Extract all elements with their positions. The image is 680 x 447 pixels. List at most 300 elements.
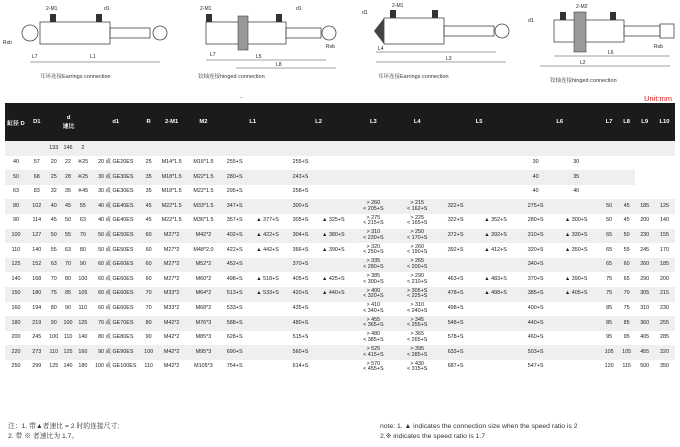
table-cell: ▲ 330+S <box>552 229 600 244</box>
diagram-caption: 耳环连接Earrings connection <box>378 74 449 80</box>
table-cell: 90 <box>141 331 156 346</box>
table-cell: 45 <box>618 214 636 229</box>
table-cell <box>552 345 600 360</box>
table-cell: 687+S <box>439 360 472 375</box>
table-cell: 140 <box>654 214 675 229</box>
table-cell: 255 <box>654 316 675 331</box>
table-cell: 35 <box>141 185 156 200</box>
table-cell: 100 <box>5 229 27 244</box>
table-cell: 60 或 GE60ES <box>91 302 141 317</box>
table-row <box>5 258 675 273</box>
table-cell: 30 或 GE30ES <box>91 185 141 200</box>
table-cell: 35 <box>61 185 75 200</box>
table-cell <box>395 258 439 273</box>
table-cell: 55 <box>47 243 61 258</box>
table-cell: 50 <box>600 214 618 229</box>
table-cell: 70 <box>618 287 636 302</box>
table-cell: 30 <box>552 156 600 171</box>
table-cell: 125 <box>5 258 27 273</box>
header-rod-diameter <box>47 103 91 141</box>
table-cell: 90 <box>61 302 75 317</box>
speed-col-3: 2 <box>75 141 90 156</box>
table-cell: ※25 <box>75 156 90 171</box>
stacked-value: > 400 < 320+S <box>363 287 384 300</box>
table-cell: 60 <box>141 258 156 273</box>
table-cell: 185 <box>635 199 654 214</box>
table-cell <box>395 345 439 360</box>
table-cell <box>439 185 472 200</box>
table-cell: ▲ 390+S <box>315 243 351 258</box>
table-cell: 310 <box>635 302 654 317</box>
table-cell: 152 <box>27 258 47 273</box>
svg-text:L5: L5 <box>256 54 262 60</box>
table-cell: 300+S <box>286 199 316 214</box>
table-cell: M18*1.5 <box>156 170 187 185</box>
table-cell: 80 <box>61 272 75 287</box>
svg-text:d1: d1 <box>296 6 302 12</box>
table-cell <box>472 170 519 185</box>
table-cell: 500 <box>635 360 654 375</box>
table-cell: 20 或 GE20ES <box>91 156 141 171</box>
table-cell <box>472 360 519 375</box>
table-cell: 100 <box>75 272 90 287</box>
stacked-value: > 310 < 240+S <box>407 302 428 314</box>
table-cell <box>552 316 600 331</box>
table-cell: 503+S <box>519 345 552 360</box>
diagram-caption: 铰轴连接hinged connection <box>198 74 265 80</box>
svg-text:L3: L3 <box>446 56 452 62</box>
footnote-english <box>380 422 578 442</box>
table-cell <box>439 170 472 185</box>
table-cell: 285 <box>654 331 675 346</box>
table-cell: 60 或 GE60ES <box>91 272 141 287</box>
table-cell: M33*2 <box>156 302 187 317</box>
table-cell: 63 <box>61 243 75 258</box>
table-cell: M33*2 <box>156 287 187 302</box>
table-cell: 140 <box>61 360 75 375</box>
speed-col-1: 133 <box>47 141 61 156</box>
table-cell <box>395 302 439 317</box>
table-row <box>5 316 675 331</box>
table-cell: 180 <box>75 360 90 375</box>
header-d: d <box>66 114 71 121</box>
table-cell: 110 <box>5 243 27 258</box>
table-cell: 478+S <box>439 287 472 302</box>
table-cell: 194 <box>27 302 47 317</box>
table-cell: M42*2 <box>156 331 187 346</box>
table-cell <box>552 331 600 346</box>
svg-text:L7: L7 <box>32 54 38 60</box>
earring-connection-diagram-2 <box>356 0 516 92</box>
table-cell: 20 <box>47 156 61 171</box>
table-cell: 80 <box>141 316 156 331</box>
svg-text:L7: L7 <box>210 52 216 58</box>
table-cell: 255+S <box>286 156 316 171</box>
table-cell: 75 <box>600 272 618 287</box>
table-header-row <box>5 103 675 141</box>
table-cell: ▲ 380+S <box>315 229 351 244</box>
table-cell <box>315 258 351 273</box>
table-cell: 105 <box>75 287 90 302</box>
table-cell: 50 或 GE50ES <box>91 229 141 244</box>
table-cell <box>472 331 519 346</box>
table-cell: 85 <box>600 302 618 317</box>
table-cell: 219 <box>27 316 47 331</box>
table-cell: 366+S <box>286 243 316 258</box>
table-cell: M27*2 <box>156 229 187 244</box>
table-cell <box>395 156 439 171</box>
table-cell: 392+S <box>439 243 472 258</box>
table-cell: 100 <box>61 316 75 331</box>
table-cell: 548+S <box>439 316 472 331</box>
table-cell: 305+S <box>286 214 316 229</box>
table-cell: ▲ 325+S <box>315 214 351 229</box>
stacked-value: > 290 < 210+S <box>407 273 428 285</box>
table-cell: 140 <box>27 243 47 258</box>
table-cell: 28 <box>61 170 75 185</box>
table-cell: 80 <box>5 199 27 214</box>
table-body <box>5 141 675 375</box>
table-cell <box>395 287 439 302</box>
table-cell <box>395 243 439 258</box>
svg-text:2-M1: 2-M1 <box>392 3 404 9</box>
table-cell: M95*3 <box>187 345 220 360</box>
earring-cylinder-drawing <box>356 0 516 80</box>
table-cell: 230 <box>654 302 675 317</box>
table-cell: 320 <box>654 345 675 360</box>
earring-cylinder-drawing <box>0 0 170 80</box>
table-cell: 460+S <box>519 331 552 346</box>
stacked-value: > 260 < 205+S <box>363 200 384 212</box>
table-cell: 633+S <box>439 345 472 360</box>
table-cell: 400+S <box>519 302 552 317</box>
table-cell: 435+S <box>286 302 316 317</box>
header-L3: L3 <box>351 103 395 141</box>
table-cell <box>351 287 395 302</box>
table-cell: 547+S <box>519 360 552 375</box>
table-cell <box>249 360 285 375</box>
table-cell: 25 <box>47 170 61 185</box>
table-cell: 70 <box>61 258 75 273</box>
stacked-value: > 250 < 170+S <box>407 229 428 241</box>
table-cell <box>395 272 439 287</box>
table-cell: 57 <box>27 156 47 171</box>
table-cell: 50 <box>47 229 61 244</box>
table-cell: 245 <box>27 331 47 346</box>
table-cell <box>351 214 395 229</box>
table-cell: M16*1.5 <box>187 156 220 171</box>
table-cell: M42*2 <box>156 345 187 360</box>
table-cell: 95 <box>618 331 636 346</box>
table-cell: M27*2 <box>156 258 187 273</box>
table-cell <box>315 360 351 375</box>
table-cell: ▲ 390+S <box>552 272 600 287</box>
table-cell <box>395 170 439 185</box>
stacked-value: > 345 < 255+S <box>407 316 428 329</box>
stacked-value: > 410 < 340+S <box>363 302 384 314</box>
table-cell: 405+S <box>286 272 316 287</box>
table-cell <box>249 331 285 346</box>
svg-text:d1: d1 <box>362 10 368 16</box>
table-cell: 68 <box>27 170 47 185</box>
table-cell: 245 <box>635 243 654 258</box>
table-cell <box>600 185 618 200</box>
diagram-caption: 铰轴连接hinged connection <box>550 78 617 84</box>
table-cell: 754+S <box>220 360 250 375</box>
table-cell: 498+S <box>220 272 250 287</box>
table-cell: 463+S <box>439 272 472 287</box>
table-cell <box>439 156 472 171</box>
stacked-value: > 430 < 315+S <box>407 360 428 373</box>
table-cell: 70 <box>47 272 61 287</box>
table-cell <box>351 199 395 214</box>
table-cell: 45 <box>141 199 156 214</box>
header-d1: d1 <box>91 103 141 141</box>
hinged-cylinder-drawing <box>520 0 680 80</box>
table-cell: M64*2 <box>187 287 220 302</box>
table-cell <box>395 199 439 214</box>
table-row <box>5 185 675 200</box>
table-cell: ▲ 442+S <box>249 243 285 258</box>
header-L1: L1 <box>220 103 286 141</box>
table-cell <box>395 214 439 229</box>
table-cell: M42*2 <box>187 229 220 244</box>
table-cell: 35 <box>141 170 156 185</box>
table-cell: 80 <box>47 302 61 317</box>
table-cell: M27*2 <box>156 243 187 258</box>
table-cell: 372+S <box>439 229 472 244</box>
table-cell: 40 <box>519 185 552 200</box>
table-cell: M52*2 <box>187 258 220 273</box>
table-row <box>5 214 675 229</box>
table-cell: ▲ 498+S <box>472 287 519 302</box>
table-cell: 50 <box>618 229 636 244</box>
speed-ratio-row <box>5 141 675 156</box>
table-cell: 320+S <box>519 243 552 258</box>
table-cell: 125 <box>47 360 61 375</box>
table-cell: 63 <box>75 214 90 229</box>
table-row <box>5 243 675 258</box>
table-cell: 168 <box>27 272 47 287</box>
table-cell: M27*2 <box>156 272 187 287</box>
table-cell: 83 <box>27 185 47 200</box>
table-row <box>5 199 675 214</box>
footnote-cn-1: 注：1. 带▲者速比 = 2 时的连接尺寸; <box>8 423 120 430</box>
svg-text:d1: d1 <box>528 18 534 24</box>
table-cell: 125 <box>654 199 675 214</box>
table-cell: M48*2.0 <box>187 243 220 258</box>
table-cell <box>351 258 395 273</box>
separator-dots: .. <box>240 94 244 100</box>
table-cell: 155 <box>654 229 675 244</box>
svg-text:L8: L8 <box>276 62 282 68</box>
table-cell: 110 <box>141 360 156 375</box>
table-cell <box>351 170 395 185</box>
table-cell: 405 <box>635 331 654 346</box>
header-2-M1: 2-M1 <box>156 103 187 141</box>
stacked-value: > 525 < 415+S <box>363 346 384 358</box>
table-cell: 85 <box>61 287 75 302</box>
table-row <box>5 360 675 375</box>
table-cell: 230 <box>635 229 654 244</box>
table-cell: 50 或 GE50ES <box>91 243 141 258</box>
stacked-value: > 215 < 162+S <box>407 200 428 212</box>
table-cell <box>351 316 395 331</box>
table-cell <box>618 170 636 185</box>
table-cell: 63 <box>47 258 61 273</box>
stacked-value: > 335 < 280+S <box>363 258 384 271</box>
table-cell: 70 <box>141 302 156 317</box>
table-cell: 65 <box>618 272 636 287</box>
table-cell: 102 <box>27 199 47 214</box>
table-cell: 85 <box>618 316 636 331</box>
table-cell: 614+S <box>286 360 316 375</box>
table-cell: 588+S <box>220 316 250 331</box>
stacked-value: > 385 < 300+S <box>363 273 384 285</box>
table-cell: 255+S <box>220 156 250 171</box>
table-cell: 295+S <box>220 185 250 200</box>
table-cell <box>315 316 351 331</box>
table-cell: 45 <box>141 214 156 229</box>
table-cell <box>472 156 519 171</box>
unit-label: Unit:mm <box>644 94 672 103</box>
table-cell: 357+S <box>220 214 250 229</box>
table-cell: 200 <box>654 272 675 287</box>
table-cell: 125 <box>75 316 90 331</box>
table-cell: 60 或 GE60ES <box>91 258 141 273</box>
table-cell: 65 <box>600 258 618 273</box>
table-cell <box>618 185 636 200</box>
table-cell: 115 <box>618 360 636 375</box>
svg-text:L2: L2 <box>580 60 586 66</box>
table-cell <box>395 360 439 375</box>
table-cell <box>472 199 519 214</box>
table-cell: 140 <box>75 331 90 346</box>
table-cell: ▲ 533+S <box>249 287 285 302</box>
svg-text:L4: L4 <box>378 46 384 52</box>
table-cell: 105 <box>618 345 636 360</box>
table-cell <box>395 316 439 331</box>
table-cell: 60 或 GE60ES <box>91 287 141 302</box>
table-row <box>5 331 675 346</box>
table-cell: 100 <box>47 331 61 346</box>
table-cell: 75 <box>618 302 636 317</box>
table-cell: 85 <box>600 316 618 331</box>
header-R: R <box>141 103 156 141</box>
table-cell: 40 <box>47 199 61 214</box>
table-cell: 45 <box>618 199 636 214</box>
table-cell: 160 <box>75 345 90 360</box>
table-cell: 402+S <box>220 229 250 244</box>
stacked-value: > 260 < 190+S <box>407 243 428 256</box>
table-cell: 60 <box>618 258 636 273</box>
table-cell: 180 <box>27 287 47 302</box>
table-cell: 628+S <box>220 331 250 346</box>
table-cell <box>249 302 285 317</box>
table-cell: ▲ 300+S <box>552 214 600 229</box>
table-row <box>5 156 675 171</box>
table-cell: 90 <box>75 258 90 273</box>
table-cell: ▲ 518+S <box>249 272 285 287</box>
table-cell <box>618 156 636 171</box>
table-cell: 50 <box>5 170 27 185</box>
table-cell: 360 <box>635 316 654 331</box>
svg-text:L1: L1 <box>90 54 96 60</box>
table-cell: 75 <box>600 287 618 302</box>
table-cell <box>315 199 351 214</box>
table-cell <box>351 360 395 375</box>
table-cell: 310+S <box>519 229 552 244</box>
table-cell: 65 <box>600 243 618 258</box>
table-cell: 50 <box>61 214 75 229</box>
table-cell: 280+S <box>220 170 250 185</box>
table-cell: 480+S <box>286 316 316 331</box>
table-cell <box>351 302 395 317</box>
table-cell: 60 <box>141 243 156 258</box>
table-cell: 35 <box>552 170 600 185</box>
table-cell: 498+S <box>439 302 472 317</box>
speed-col-2: 146 <box>61 141 75 156</box>
table-cell: 40 <box>519 170 552 185</box>
table-cell <box>351 331 395 346</box>
table-cell <box>249 170 285 185</box>
table-cell <box>315 185 351 200</box>
table-cell: ▲ 352+S <box>472 214 519 229</box>
table-cell: 50 <box>600 199 618 214</box>
table-cell: ※45 <box>75 185 90 200</box>
stacked-value: > 265 < 200+S <box>407 258 428 271</box>
header-L5: L5 <box>439 103 519 141</box>
table-cell: 125 <box>61 345 75 360</box>
table-cell: 170 <box>654 243 675 258</box>
table-cell: 40 <box>552 185 600 200</box>
table-cell: 100 <box>141 345 156 360</box>
hinged-connection-diagram-1 <box>176 0 346 92</box>
table-cell <box>315 345 351 360</box>
table-cell <box>395 331 439 346</box>
table-cell: 25 <box>141 156 156 171</box>
table-cell: 370+S <box>286 258 316 273</box>
svg-text:Rxb: Rxb <box>3 40 12 46</box>
svg-text:2-M2: 2-M2 <box>576 4 588 10</box>
table-cell: 60 <box>141 272 156 287</box>
table-cell: 90 <box>5 214 27 229</box>
dimension-table <box>5 103 675 375</box>
stacked-value: > 365 < 265+S <box>407 331 428 344</box>
table-cell: 304+S <box>286 229 316 244</box>
stacked-value: > 275 < 215+S <box>363 214 384 227</box>
table-cell: 100 或 GE100ES <box>91 360 141 375</box>
table-cell: 220 <box>5 345 27 360</box>
table-cell: 299 <box>27 360 47 375</box>
table-cell: 180 <box>5 316 27 331</box>
table-cell: 60 <box>141 229 156 244</box>
table-cell: 350 <box>654 360 675 375</box>
table-cell: 63 <box>5 185 27 200</box>
table-cell <box>552 302 600 317</box>
table-cell: 420+S <box>286 287 316 302</box>
header-D1: D1 <box>27 103 47 141</box>
table-cell <box>249 258 285 273</box>
table-cell: 80 <box>75 243 90 258</box>
footnote-en-2: 2.※ indicates the speed ratio is 1.7 <box>380 433 486 440</box>
table-cell: 275+S <box>519 199 552 214</box>
table-cell: 422+S <box>220 243 250 258</box>
table-cell: 40 或 GE40ES <box>91 214 141 229</box>
stacked-value: > 570 < 455+S <box>363 360 384 373</box>
table-cell: 560+S <box>286 345 316 360</box>
table-cell <box>395 229 439 244</box>
